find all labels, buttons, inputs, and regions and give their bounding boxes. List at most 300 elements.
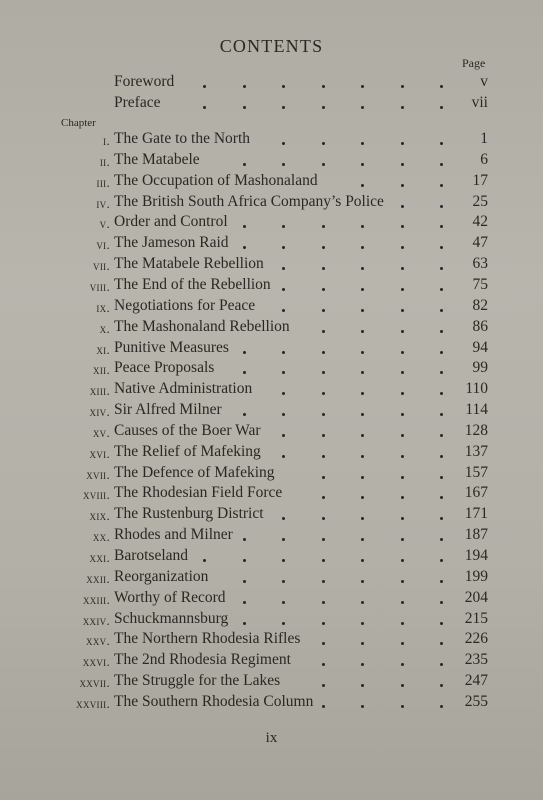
leader-dot xyxy=(401,705,404,708)
leader-dot xyxy=(401,85,404,88)
leader-dot xyxy=(361,434,364,437)
entry-title: Foreword xyxy=(114,73,175,90)
entry-page-number: 128 xyxy=(464,422,488,439)
chapter-numeral: i. xyxy=(103,133,110,148)
leader-dot xyxy=(401,184,404,187)
chapter-numeral: x. xyxy=(99,321,110,336)
chapter-numeral: xxiv. xyxy=(82,613,110,628)
chapter-numeral: xvii. xyxy=(86,467,110,482)
leader-dot xyxy=(322,371,325,374)
dot-leader xyxy=(114,73,444,94)
chapter-entry xyxy=(0,693,543,714)
chapter-entry xyxy=(0,193,543,214)
leader-dot xyxy=(401,163,404,166)
leader-dot xyxy=(361,496,364,499)
dot-leader xyxy=(114,318,444,339)
entry-page-number: 235 xyxy=(464,651,488,668)
entry-title: The End of the Rebellion xyxy=(114,276,271,293)
entry-title: The Jameson Raid xyxy=(114,234,229,251)
chapter-numeral: iv. xyxy=(96,196,110,211)
leader-dot xyxy=(440,392,443,395)
leader-dot xyxy=(401,476,404,479)
leader-dot xyxy=(203,106,206,109)
leader-dot xyxy=(322,413,325,416)
entry-title: Causes of the Boer War xyxy=(114,422,261,439)
entry-page-number: 137 xyxy=(464,443,488,460)
leader-dot xyxy=(440,246,443,249)
leader-dot xyxy=(322,601,325,604)
leader-dot xyxy=(401,538,404,541)
entry-page-number: 215 xyxy=(464,610,488,627)
leader-dot xyxy=(282,517,285,520)
dot-leader xyxy=(114,484,444,505)
leader-dot xyxy=(440,330,443,333)
leader-dot xyxy=(401,663,404,666)
dot-leader xyxy=(114,255,444,276)
chapter-entry xyxy=(0,672,543,693)
leader-dot xyxy=(401,642,404,645)
leader-dot xyxy=(282,559,285,562)
chapter-entry xyxy=(0,422,543,443)
leader-dot xyxy=(401,517,404,520)
dot-leader xyxy=(114,359,444,380)
dot-leader xyxy=(114,422,444,443)
entry-page-number: 114 xyxy=(465,401,488,418)
entry-title: Reorganization xyxy=(114,568,209,585)
entry-title: The Rhodesian Field Force xyxy=(114,484,283,501)
chapter-entry xyxy=(0,464,543,485)
entry-title: The Matabele Rebellion xyxy=(114,255,264,272)
leader-dot xyxy=(401,351,404,354)
entry-title: Barotseland xyxy=(114,547,189,564)
leader-dot xyxy=(243,85,246,88)
leader-dot xyxy=(282,622,285,625)
chapter-entry xyxy=(0,526,543,547)
dot-leader xyxy=(114,130,444,151)
chapter-entry xyxy=(0,505,543,526)
leader-dot xyxy=(322,225,325,228)
leader-dot xyxy=(322,392,325,395)
entry-title: Preface xyxy=(114,94,161,111)
leader-dot xyxy=(440,517,443,520)
leader-dot xyxy=(440,288,443,291)
chapter-numeral: xxvi. xyxy=(82,654,110,669)
entry-title: Schuckmannsburg xyxy=(114,610,229,627)
chapter-numeral: ii. xyxy=(99,154,110,169)
chapter-numeral: xiii. xyxy=(89,383,110,398)
entry-page-number: v xyxy=(480,73,488,90)
leader-dot xyxy=(401,622,404,625)
leader-dot xyxy=(401,309,404,312)
chapter-entry xyxy=(0,172,543,193)
entry-title: The Rustenburg District xyxy=(114,505,264,522)
leader-dot xyxy=(361,184,364,187)
entry-page-number: 1 xyxy=(480,130,488,147)
leader-dot xyxy=(361,225,364,228)
chapter-numeral: xi. xyxy=(96,342,110,357)
leader-dot xyxy=(440,205,443,208)
leader-dot xyxy=(322,330,325,333)
page-title: CONTENTS xyxy=(219,36,324,56)
chapter-entry xyxy=(0,276,543,297)
leader-dot xyxy=(401,559,404,562)
chapter-numeral: vii. xyxy=(93,258,110,273)
leader-dot xyxy=(282,163,285,166)
leader-dot xyxy=(322,106,325,109)
leader-dot xyxy=(361,85,364,88)
entry-title: The Defence of Mafeking xyxy=(114,464,275,481)
entry-page-number: 247 xyxy=(464,672,488,689)
leader-dot xyxy=(322,142,325,145)
chapter-entry xyxy=(0,213,543,234)
leader-dot xyxy=(401,106,404,109)
leader-dot xyxy=(440,267,443,270)
leader-dot xyxy=(322,455,325,458)
entry-page-number: 187 xyxy=(464,526,488,543)
front-matter-entry xyxy=(0,73,543,94)
dot-leader xyxy=(114,94,444,115)
dot-leader xyxy=(114,464,444,485)
chapter-entry xyxy=(0,151,543,172)
chapter-column-label: Chapter xyxy=(61,117,96,129)
leader-dot xyxy=(361,663,364,666)
entry-page-number: 199 xyxy=(464,568,488,585)
entry-page-number: vii xyxy=(471,94,488,111)
leader-dot xyxy=(243,106,246,109)
leader-dot xyxy=(243,538,246,541)
leader-dot xyxy=(361,106,364,109)
leader-dot xyxy=(440,142,443,145)
chapter-entry xyxy=(0,255,543,276)
dot-leader xyxy=(114,589,444,610)
dot-leader xyxy=(114,651,444,672)
entry-page-number: 47 xyxy=(472,234,488,251)
leader-dot xyxy=(361,559,364,562)
chapter-numeral: xii. xyxy=(93,362,110,377)
leader-dot xyxy=(322,163,325,166)
leader-dot xyxy=(282,371,285,374)
front-matter-entry xyxy=(0,94,543,115)
leader-dot xyxy=(401,684,404,687)
chapter-numeral: xviii. xyxy=(82,487,110,502)
chapter-entry xyxy=(0,130,543,151)
leader-dot xyxy=(243,559,246,562)
entry-title: Worthy of Record xyxy=(114,589,226,606)
entry-title: The Northern Rhodesia Rifles xyxy=(114,630,301,647)
entry-page-number: 110 xyxy=(465,380,488,397)
leader-dot xyxy=(440,184,443,187)
dot-leader xyxy=(114,505,444,526)
leader-dot xyxy=(401,434,404,437)
leader-dot xyxy=(322,476,325,479)
dot-leader xyxy=(114,151,444,172)
dot-leader xyxy=(114,276,444,297)
leader-dot xyxy=(440,601,443,604)
leader-dot xyxy=(322,559,325,562)
leader-dot xyxy=(361,163,364,166)
dot-leader xyxy=(114,547,444,568)
chapter-entry xyxy=(0,589,543,610)
leader-dot xyxy=(322,684,325,687)
leader-dot xyxy=(401,580,404,583)
leader-dot xyxy=(361,413,364,416)
leader-dot xyxy=(401,330,404,333)
leader-dot xyxy=(322,434,325,437)
leader-dot xyxy=(361,580,364,583)
leader-dot xyxy=(440,106,443,109)
leader-dot xyxy=(361,330,364,333)
leader-dot xyxy=(440,225,443,228)
leader-dot xyxy=(401,288,404,291)
leader-dot xyxy=(401,392,404,395)
entry-page-number: 6 xyxy=(480,151,488,168)
chapter-numeral: iii. xyxy=(96,175,110,190)
dot-leader xyxy=(114,443,444,464)
entry-title: The Occupation of Mashonaland xyxy=(114,172,318,189)
entry-page-number: 75 xyxy=(472,276,488,293)
entry-title: The Mashonaland Rebellion xyxy=(114,318,290,335)
dot-leader xyxy=(114,172,444,193)
leader-dot xyxy=(282,351,285,354)
leader-dot xyxy=(322,267,325,270)
chapter-entry xyxy=(0,380,543,401)
leader-dot xyxy=(282,580,285,583)
entry-title: The Struggle for the Lakes xyxy=(114,672,281,689)
leader-dot xyxy=(203,85,206,88)
dot-leader xyxy=(114,213,444,234)
leader-dot xyxy=(401,246,404,249)
leader-dot xyxy=(322,622,325,625)
leader-dot xyxy=(401,601,404,604)
chapter-numeral: vi. xyxy=(96,237,110,252)
leader-dot xyxy=(243,413,246,416)
leader-dot xyxy=(282,601,285,604)
entry-page-number: 25 xyxy=(472,193,488,210)
leader-dot xyxy=(361,392,364,395)
dot-leader xyxy=(114,380,444,401)
leader-dot xyxy=(282,392,285,395)
leader-dot xyxy=(361,309,364,312)
leader-dot xyxy=(440,413,443,416)
leader-dot xyxy=(440,496,443,499)
entry-title: Native Administration xyxy=(114,380,253,397)
leader-dot xyxy=(361,601,364,604)
leader-dot xyxy=(440,476,443,479)
leader-dot xyxy=(401,413,404,416)
leader-dot xyxy=(282,85,285,88)
leader-dot xyxy=(282,246,285,249)
leader-dot xyxy=(401,371,404,374)
leader-dot xyxy=(440,309,443,312)
leader-dot xyxy=(322,517,325,520)
leader-dot xyxy=(322,351,325,354)
leader-dot xyxy=(440,684,443,687)
entry-page-number: 226 xyxy=(464,630,488,647)
dot-leader xyxy=(114,693,444,714)
chapter-entry xyxy=(0,297,543,318)
leader-dot xyxy=(282,288,285,291)
chapter-numeral: xv. xyxy=(92,425,110,440)
leader-dot xyxy=(440,580,443,583)
chapter-numeral: xiv. xyxy=(89,404,110,419)
entry-title: The 2nd Rhodesia Regiment xyxy=(114,651,291,668)
leader-dot xyxy=(401,496,404,499)
leader-dot xyxy=(361,517,364,520)
leader-dot xyxy=(322,246,325,249)
chapter-numeral: xxi. xyxy=(89,550,110,565)
dot-leader xyxy=(114,672,444,693)
entry-page-number: 82 xyxy=(472,297,488,314)
leader-dot xyxy=(440,371,443,374)
leader-dot xyxy=(282,106,285,109)
leader-dot xyxy=(361,267,364,270)
leader-dot xyxy=(282,225,285,228)
chapter-entry xyxy=(0,547,543,568)
leader-dot xyxy=(322,580,325,583)
leader-dot xyxy=(361,642,364,645)
leader-dot xyxy=(243,225,246,228)
leader-dot xyxy=(322,496,325,499)
chapter-numeral: xxii. xyxy=(86,571,110,586)
dot-leader xyxy=(114,339,444,360)
dot-leader xyxy=(114,297,444,318)
leader-dot xyxy=(361,455,364,458)
leader-dot xyxy=(322,309,325,312)
leader-dot xyxy=(401,205,404,208)
leader-dot xyxy=(361,288,364,291)
entry-title: Peace Proposals xyxy=(114,359,215,376)
leader-dot xyxy=(440,455,443,458)
entry-page-number: 167 xyxy=(464,484,488,501)
chapter-numeral: viii. xyxy=(89,279,110,294)
chapter-entry xyxy=(0,568,543,589)
dot-leader xyxy=(114,401,444,422)
leader-dot xyxy=(401,455,404,458)
entry-page-number: 194 xyxy=(464,547,488,564)
chapter-entry xyxy=(0,484,543,505)
chapter-numeral: xxv. xyxy=(86,633,110,648)
leader-dot xyxy=(440,434,443,437)
entry-title: The Gate to the North xyxy=(114,130,251,147)
entry-page-number: 171 xyxy=(464,505,488,522)
leader-dot xyxy=(401,142,404,145)
leader-dot xyxy=(440,622,443,625)
chapter-numeral: xxiii. xyxy=(82,592,110,607)
leader-dot xyxy=(282,413,285,416)
entry-page-number: 157 xyxy=(464,464,488,481)
chapter-entry xyxy=(0,651,543,672)
leader-dot xyxy=(440,163,443,166)
leader-dot xyxy=(361,371,364,374)
entry-page-number: 94 xyxy=(472,339,488,356)
chapter-numeral: v. xyxy=(99,216,110,231)
leader-dot xyxy=(282,309,285,312)
entry-page-number: 42 xyxy=(472,213,488,230)
dot-leader xyxy=(114,193,444,214)
leader-dot xyxy=(322,642,325,645)
leader-dot xyxy=(440,559,443,562)
leader-dot xyxy=(361,705,364,708)
chapter-entry xyxy=(0,234,543,255)
entry-page-number: 255 xyxy=(464,693,488,710)
leader-dot xyxy=(361,622,364,625)
leader-dot xyxy=(440,85,443,88)
leader-dot xyxy=(243,351,246,354)
chapter-entry xyxy=(0,359,543,380)
entry-page-number: 63 xyxy=(472,255,488,272)
entry-title: Sir Alfred Milner xyxy=(114,401,222,418)
dot-leader xyxy=(114,610,444,631)
leader-dot xyxy=(322,288,325,291)
leader-dot xyxy=(361,684,364,687)
leader-dot xyxy=(243,246,246,249)
entry-title: Negotiations for Peace xyxy=(114,297,256,314)
entry-page-number: 86 xyxy=(472,318,488,335)
leader-dot xyxy=(440,705,443,708)
dot-leader xyxy=(114,234,444,255)
chapter-entry xyxy=(0,339,543,360)
entry-title: Punitive Measures xyxy=(114,339,229,356)
leader-dot xyxy=(243,163,246,166)
leader-dot xyxy=(361,538,364,541)
entry-title: The British South Africa Company’s Police xyxy=(114,193,384,210)
leader-dot xyxy=(322,705,325,708)
chapter-entry xyxy=(0,443,543,464)
dot-leader xyxy=(114,630,444,651)
chapter-numeral: xx. xyxy=(92,529,110,544)
leader-dot xyxy=(361,476,364,479)
leader-dot xyxy=(282,538,285,541)
entry-page-number: 17 xyxy=(472,172,488,189)
chapter-numeral: xxviii. xyxy=(76,696,110,711)
leader-dot xyxy=(361,246,364,249)
leader-dot xyxy=(243,622,246,625)
leader-dot xyxy=(440,538,443,541)
entry-title: The Relief of Mafeking xyxy=(114,443,261,460)
chapter-numeral: xxvii. xyxy=(79,675,110,690)
chapter-entry xyxy=(0,630,543,651)
chapter-entry xyxy=(0,318,543,339)
leader-dot xyxy=(243,371,246,374)
leader-dot xyxy=(440,351,443,354)
entry-title: The Southern Rhodesia Column xyxy=(114,693,314,710)
entry-page-number: 99 xyxy=(472,359,488,376)
leader-dot xyxy=(440,642,443,645)
chapter-numeral: ix. xyxy=(96,300,110,315)
leader-dot xyxy=(282,267,285,270)
entry-title: Order and Control xyxy=(114,213,228,230)
leader-dot xyxy=(440,663,443,666)
leader-dot xyxy=(322,663,325,666)
leader-dot xyxy=(243,601,246,604)
leader-dot xyxy=(401,267,404,270)
chapter-numeral: xix. xyxy=(89,508,110,523)
leader-dot xyxy=(322,538,325,541)
leader-dot xyxy=(322,85,325,88)
leader-dot xyxy=(361,142,364,145)
dot-leader xyxy=(114,568,444,589)
leader-dot xyxy=(243,580,246,583)
chapter-numeral: xvi. xyxy=(89,446,110,461)
page-column-label: Page xyxy=(462,56,486,70)
dot-leader xyxy=(114,526,444,547)
page-folio: ix xyxy=(265,730,278,746)
chapter-entry xyxy=(0,610,543,631)
entry-title: The Matabele xyxy=(114,151,200,168)
entry-title: Rhodes and Milner xyxy=(114,526,233,543)
leader-dot xyxy=(282,434,285,437)
leader-dot xyxy=(282,455,285,458)
